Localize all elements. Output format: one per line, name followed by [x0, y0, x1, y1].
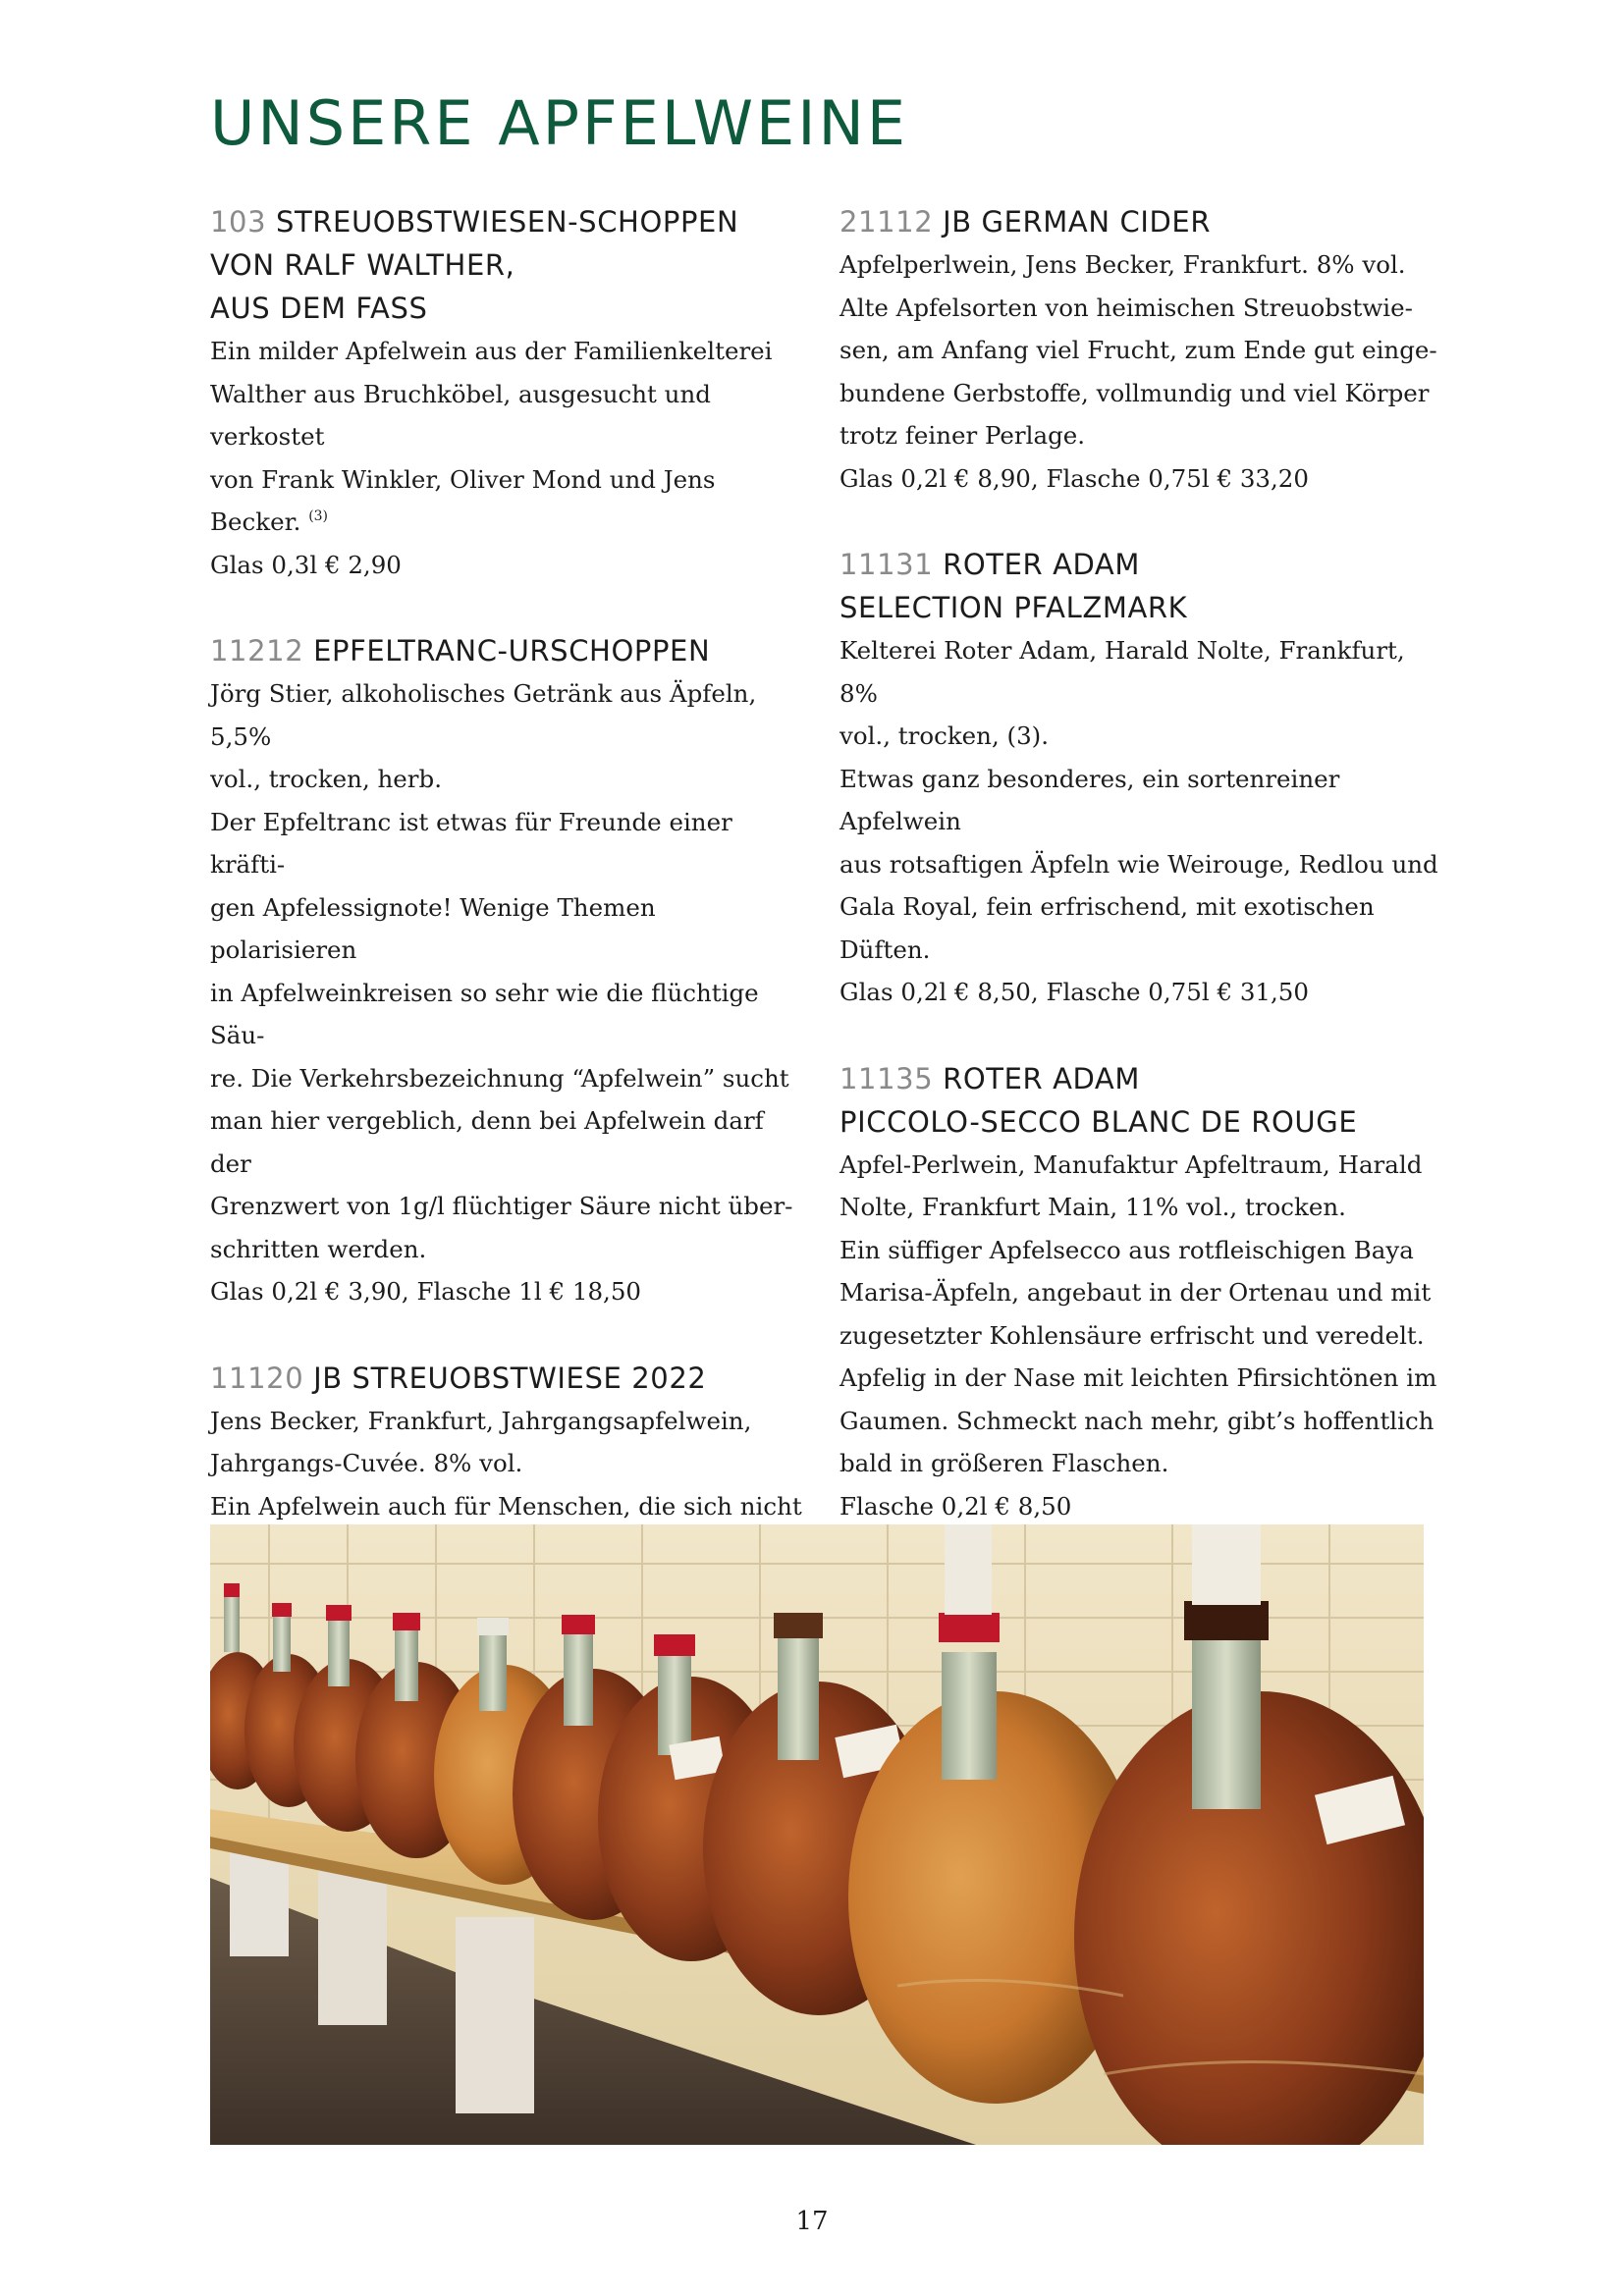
item-title-line: ROTER ADAM: [943, 1061, 1140, 1095]
description-line: Alte Apfelsorten von heimischen Streuobstwie-: [839, 293, 1413, 322]
description-line: Nolte, Frankfurt Main, 11% vol., trocken.: [839, 1193, 1346, 1221]
item-heading: [839, 543, 1438, 629]
menu-item-11135: [839, 1057, 1438, 1528]
description-line: re. Die Verkehrsbezeichnung “Apfelwein” sucht: [210, 1063, 789, 1093]
item-price: Glas 0,2l € 8,90, Flasche 0,75l € 33,20: [839, 463, 1309, 493]
description-line: Apfelig in der Nase mit leichten Pfirsichtönen im: [839, 1363, 1437, 1392]
item-title-line: PICCOLO-SECCO BLANC DE ROUGE: [839, 1104, 1358, 1139]
item-number: 21112: [839, 205, 934, 239]
item-heading: [839, 200, 1438, 243]
item-title-line: EPFELTRANC-URSCHOPPEN: [313, 634, 711, 667]
description-line: Gaumen. Schmeckt nach mehr, gibt’s hoffentlich: [839, 1406, 1435, 1435]
description-line: aus rotsaftigen Äpfeln wie Weirouge, Redlou und: [839, 849, 1438, 879]
item-heading: [210, 629, 809, 672]
item-price: Glas 0,3l € 2,90: [210, 550, 402, 579]
description-line: sen, am Anfang viel Frucht, zum Ende gut einge-: [839, 336, 1437, 364]
description-line: vol., trocken, (3).: [839, 721, 1050, 750]
description-line: Ein süffiger Apfelsecco aus rotfleischigen Baya: [839, 1235, 1414, 1264]
item-number: 11135: [839, 1061, 934, 1095]
item-title-line: ROTER ADAM: [943, 548, 1140, 581]
description-line: Marisa-Äpfeln, angebaut in der Ortenau und mit: [839, 1278, 1432, 1307]
right-column: [839, 200, 1438, 1571]
menu-item-103: [210, 200, 809, 586]
description-line: schritten werden.: [210, 1234, 427, 1263]
description-line: Apfelperlwein, Jens Becker, Frankfurt. 8% vol.: [839, 250, 1406, 279]
item-title-line: SELECTION PFALZMARK: [839, 591, 1188, 624]
item-title-line: JB STREUOBSTWIESE 2022: [313, 1361, 707, 1395]
menu-item-11212: [210, 629, 809, 1313]
description-line: vol., trocken, herb.: [210, 765, 442, 793]
left-column: [210, 200, 809, 1741]
description-line: Gala Royal, fein erfrischend, mit exotischen Düften.: [839, 892, 1375, 964]
page-title: UNSERE APFELWEINE: [210, 87, 909, 159]
description-line: Walther aus Bruchköbel, ausgesucht und verkostet: [210, 379, 711, 451]
menu-item-11131: [839, 543, 1438, 1014]
description-line: Apfel-Perlwein, Manufaktur Apfeltraum, Harald: [839, 1149, 1423, 1179]
item-title-line: VON RALF WALTHER,: [210, 248, 515, 282]
item-description: [210, 672, 809, 1313]
footnote-marker: (3): [308, 508, 329, 524]
item-title-line: STREUOBSTWIESEN-SCHOPPEN: [275, 205, 739, 239]
description-line: von Frank Winkler, Oliver Mond und Jens Becker.: [210, 464, 716, 536]
description-line: Kelterei Roter Adam, Harald Nolte, Frankfurt, 8%: [839, 636, 1405, 708]
menu-item-21112: [839, 200, 1438, 500]
description-line: Der Epfeltranc ist etwas für Freunde einer kräfti-: [210, 807, 732, 879]
description-line: Jahrgangs-Cuvée. 8% vol.: [210, 1449, 523, 1477]
item-title-line: AUS DEM FASS: [210, 292, 428, 325]
description-line: in Apfelweinkreisen so sehr wie die flüchtige Säu-: [210, 978, 759, 1049]
item-description: [839, 1144, 1438, 1528]
description-line: Ein milder Apfelwein aus der Familienkelterei: [210, 337, 773, 365]
item-description: [839, 243, 1438, 500]
description-line: Grenzwert von 1g/l flüchtiger Säure nicht über-: [210, 1192, 793, 1220]
description-line: bundene Gerbstoffe, vollmundig und viel Körper: [839, 378, 1430, 407]
item-heading: [210, 200, 809, 330]
item-description: [210, 330, 809, 586]
description-line: Jörg Stier, alkoholisches Getränk aus Äpfeln, 5,5%: [210, 679, 757, 751]
demijohn-photo: [210, 1524, 1424, 2145]
item-number: 103: [210, 205, 267, 239]
item-title-line: JB GERMAN CIDER: [943, 205, 1212, 239]
item-price: Flasche 0,2l € 8,50: [839, 1491, 1072, 1521]
demijohn-photo-illustration: [210, 1524, 1424, 2145]
description-line: bald in größeren Flaschen.: [839, 1449, 1169, 1477]
item-number: 11131: [839, 548, 934, 581]
item-description: [839, 629, 1438, 1014]
item-number: 11212: [210, 634, 304, 667]
item-heading: [839, 1057, 1438, 1144]
description-line: Jens Becker, Frankfurt, Jahrgangsapfelwein,: [210, 1406, 752, 1435]
item-price: Glas 0,2l € 3,90, Flasche 1l € 18,50: [210, 1277, 641, 1306]
description-line: zugesetzter Kohlensäure erfrischt und veredelt.: [839, 1320, 1425, 1350]
description-line: Ein Apfelwein auch für Menschen, die sich nicht: [210, 1491, 802, 1521]
item-price: Glas 0,2l € 8,50, Flasche 0,75l € 31,50: [839, 978, 1309, 1006]
item-heading: [210, 1357, 809, 1400]
description-line: trotz feiner Perlage.: [839, 421, 1086, 450]
item-number: 11120: [210, 1361, 304, 1395]
page-number: 17: [795, 2207, 829, 2236]
description-line: gen Apfelessignote! Wenige Themen polarisieren: [210, 892, 656, 964]
description-line: Etwas ganz besonderes, ein sortenreiner Apfelwein: [839, 764, 1340, 835]
description-line: man hier vergeblich, denn bei Apfelwein darf der: [210, 1106, 764, 1178]
